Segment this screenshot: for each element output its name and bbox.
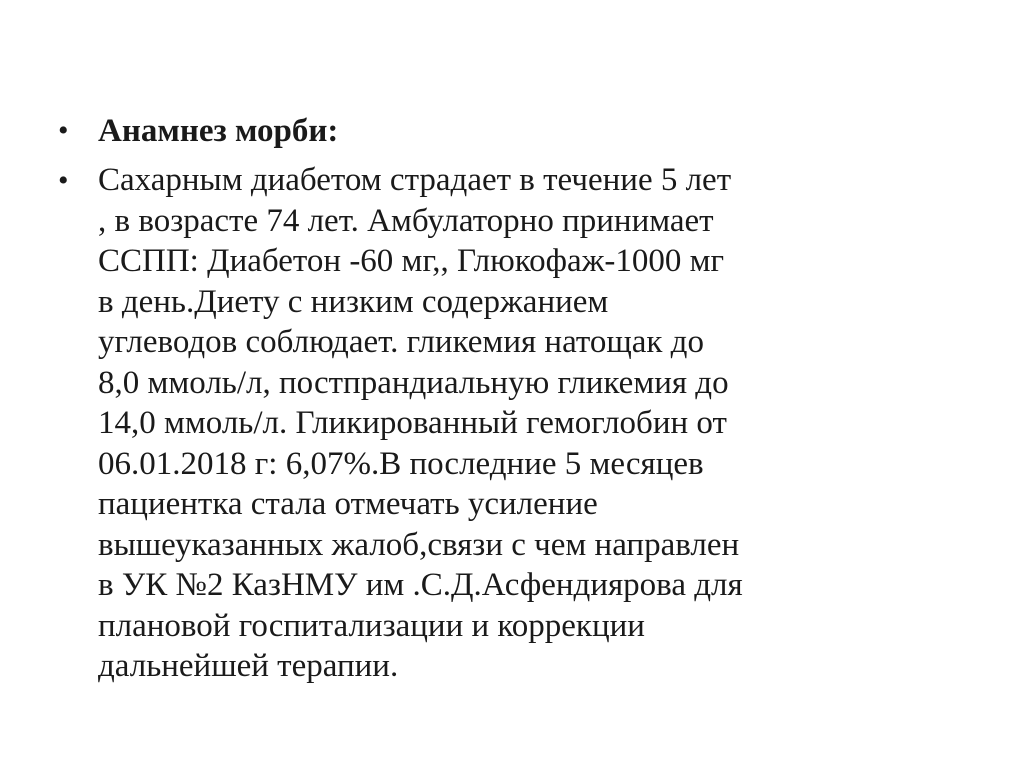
paragraph-line: 06.01.2018 г: 6,07%.В последние 5 месяцев [98,445,704,482]
bullet-dot: • [58,164,69,197]
bullet-list [58,110,978,695]
anamnesis-paragraph [98,160,978,687]
paragraph-line: в УК №2 КазНМУ им .С.Д.Асфендиярова для [98,567,743,603]
paragraph-line: вышеуказанных жалоб,связи с чем направлен [98,526,740,563]
bullet-item-paragraph [58,160,978,687]
paragraph-line: ССПП: Диабетон -60 мг,, Глюкофаж-1000 мг [98,243,725,279]
paragraph-line: пациентка стала отмечать усиление [98,486,598,522]
paragraph-line: углеводов соблюдает. гликемия натощак до [98,324,704,360]
paragraph-line: Сахарным диабетом страдает в течение 5 лет [98,162,732,198]
paragraph-line: дальнейшей терапии. [98,648,399,684]
paragraph-line: 8,0 ммоль/л, постпрандиальную гликемия до [98,364,729,401]
paragraph-line: , в возрасте 74 лет. Амбулаторно принимает [98,202,714,239]
paragraph-line: 14,0 ммоль/л. Гликированный гемоглобин от [98,405,727,441]
paragraph-line: в день.Диету с низким содержанием [98,283,609,320]
bullet-item-heading [58,110,978,152]
paragraph-line: плановой госпитализации и коррекции [98,607,645,644]
anamnesis-heading: Анамнез морби: [98,113,339,149]
bullet-dot: • [58,114,69,147]
